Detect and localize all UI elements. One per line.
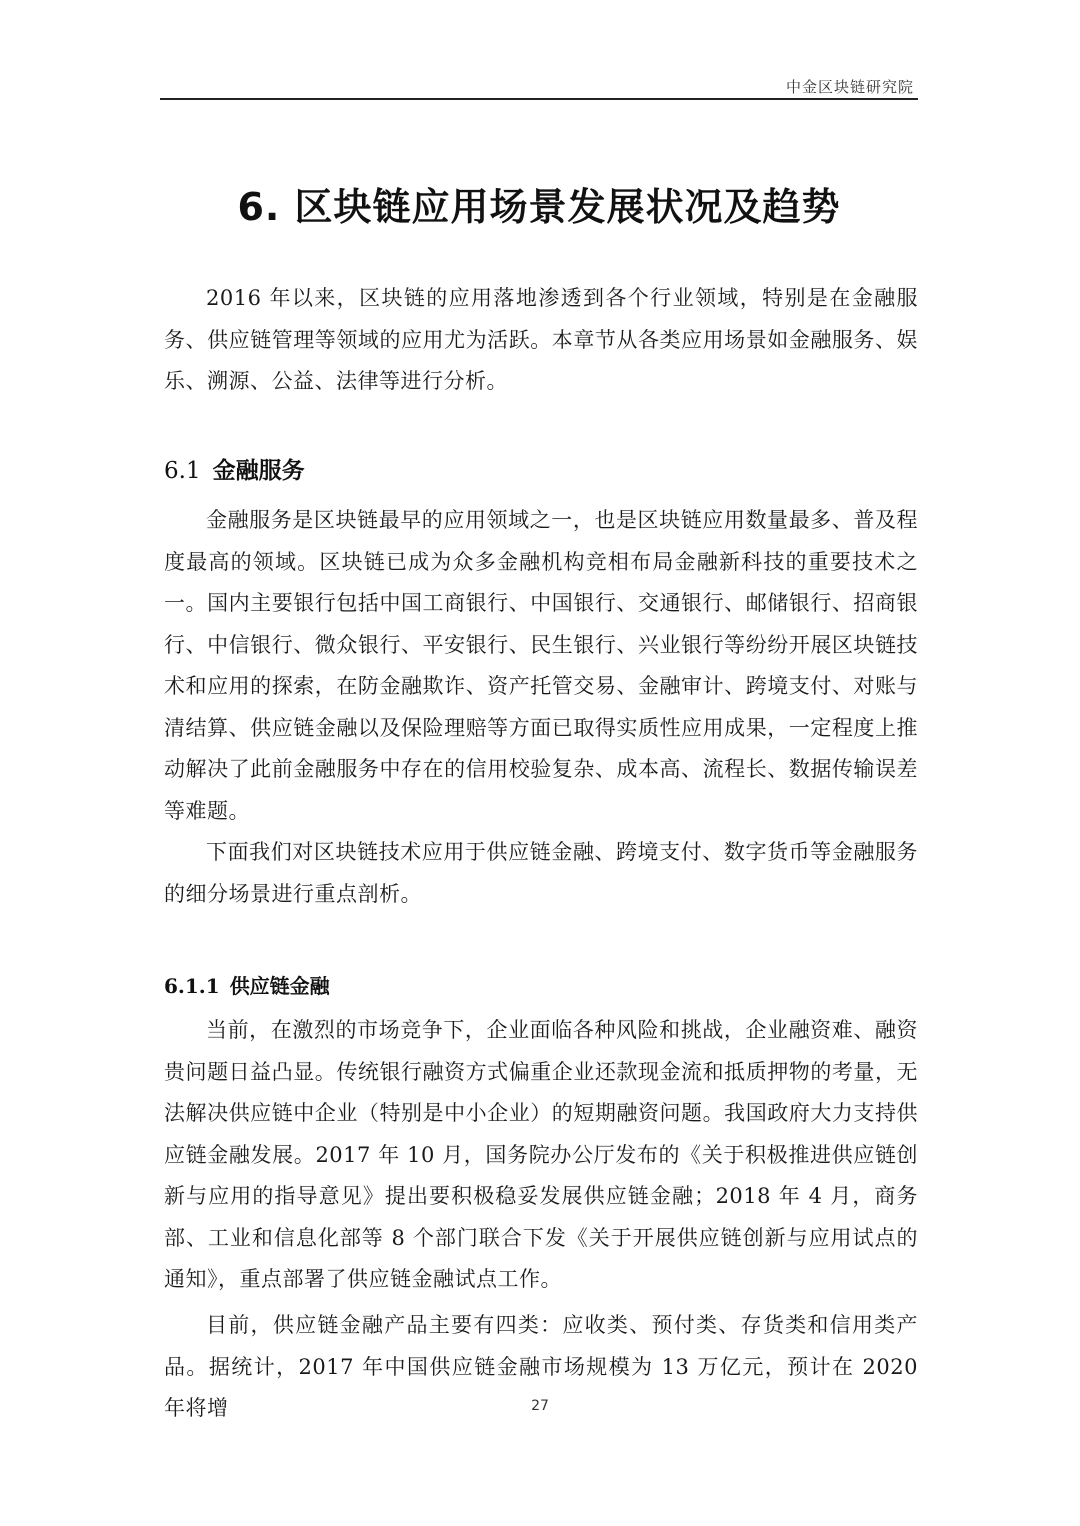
chapter-title: 6. 区块链应用场景发展状况及趋势: [237, 185, 841, 229]
section-6-1-paragraph-1: 金融服务是区块链最早的应用领域之一，也是区块链应用数量最多、普及程度最高的领域。区块链已成为众多金融机构竞相布局金融新科技的重要技术之一。国内主要银行包括中国工商银行、中国银行、交通银行、邮储银行、招商银行、中信银行、微众银行、平安银行、民生银行、兴业银行等纷纷开展区块链技术和应用的探索，在防金融欺诈、资产托管交易、金融审计、跨境支付、对账与清结算、供应链金融以及保险理赔等方面已取得实质性应用成果，一定程度上推动解决了此前金融服务中存在的信用校验复杂、成本高、流程长、数据传输误差等难题。: [164, 508, 918, 823]
intro-paragraph: 2016 年以来，区块链的应用落地渗透到各个行业领域，特别是在金融服务、供应链管理等领域的应用尤为活跃。本章节从各类应用场景如金融服务、娱乐、溯源、公益、法律等进行分析。: [164, 286, 918, 393]
section-6-1-1-paragraph-2: 目前，供应链金融产品主要有四类：应收类、预付类、存货类和信用类产品。据统计，2017 年中国供应链金融市场规模为 13 万亿元，预计在 2020 年将增: [164, 1313, 918, 1420]
section-title: 金融服务: [212, 458, 305, 484]
header-org-name: 中金区块链研究院: [785, 78, 914, 96]
section-number: 6.1: [164, 458, 201, 484]
subsection-heading-6-1-1: [164, 970, 330, 999]
page-number: 27: [531, 1398, 549, 1414]
section-6-1-paragraph-2: 下面我们对区块链技术应用于供应链金融、跨境支付、数字货币等金融服务的细分场景进行重点剖析。: [164, 840, 918, 906]
page-header: [160, 72, 918, 100]
section-6-1-1-paragraph-1: 当前，在激烈的市场竞争下，企业面临各种风险和挑战，企业融资难、融资贵问题日益凸显。传统银行融资方式偏重企业还款现金流和抵质押物的考量，无法解决供应链中企业（特别是中小企业）的短期融资问题。我国政府大力支持供应链金融发展。2017 年 10 月，国务院办公厅发布的《关于积极推进供应链创新与应用的指导意见》提出要积极稳妥发展供应链金融；2018 年 4 月，商务部、工业和信息化部等 8 个部门联合下发《关于开展供应链创新与应用试点的通知》，重点部署了供应链金融试点工作。: [164, 1018, 918, 1291]
subsection-title: 供应链金融: [229, 974, 330, 998]
subsection-number: 6.1.1: [164, 974, 220, 998]
section-heading-6-1: [164, 452, 305, 485]
